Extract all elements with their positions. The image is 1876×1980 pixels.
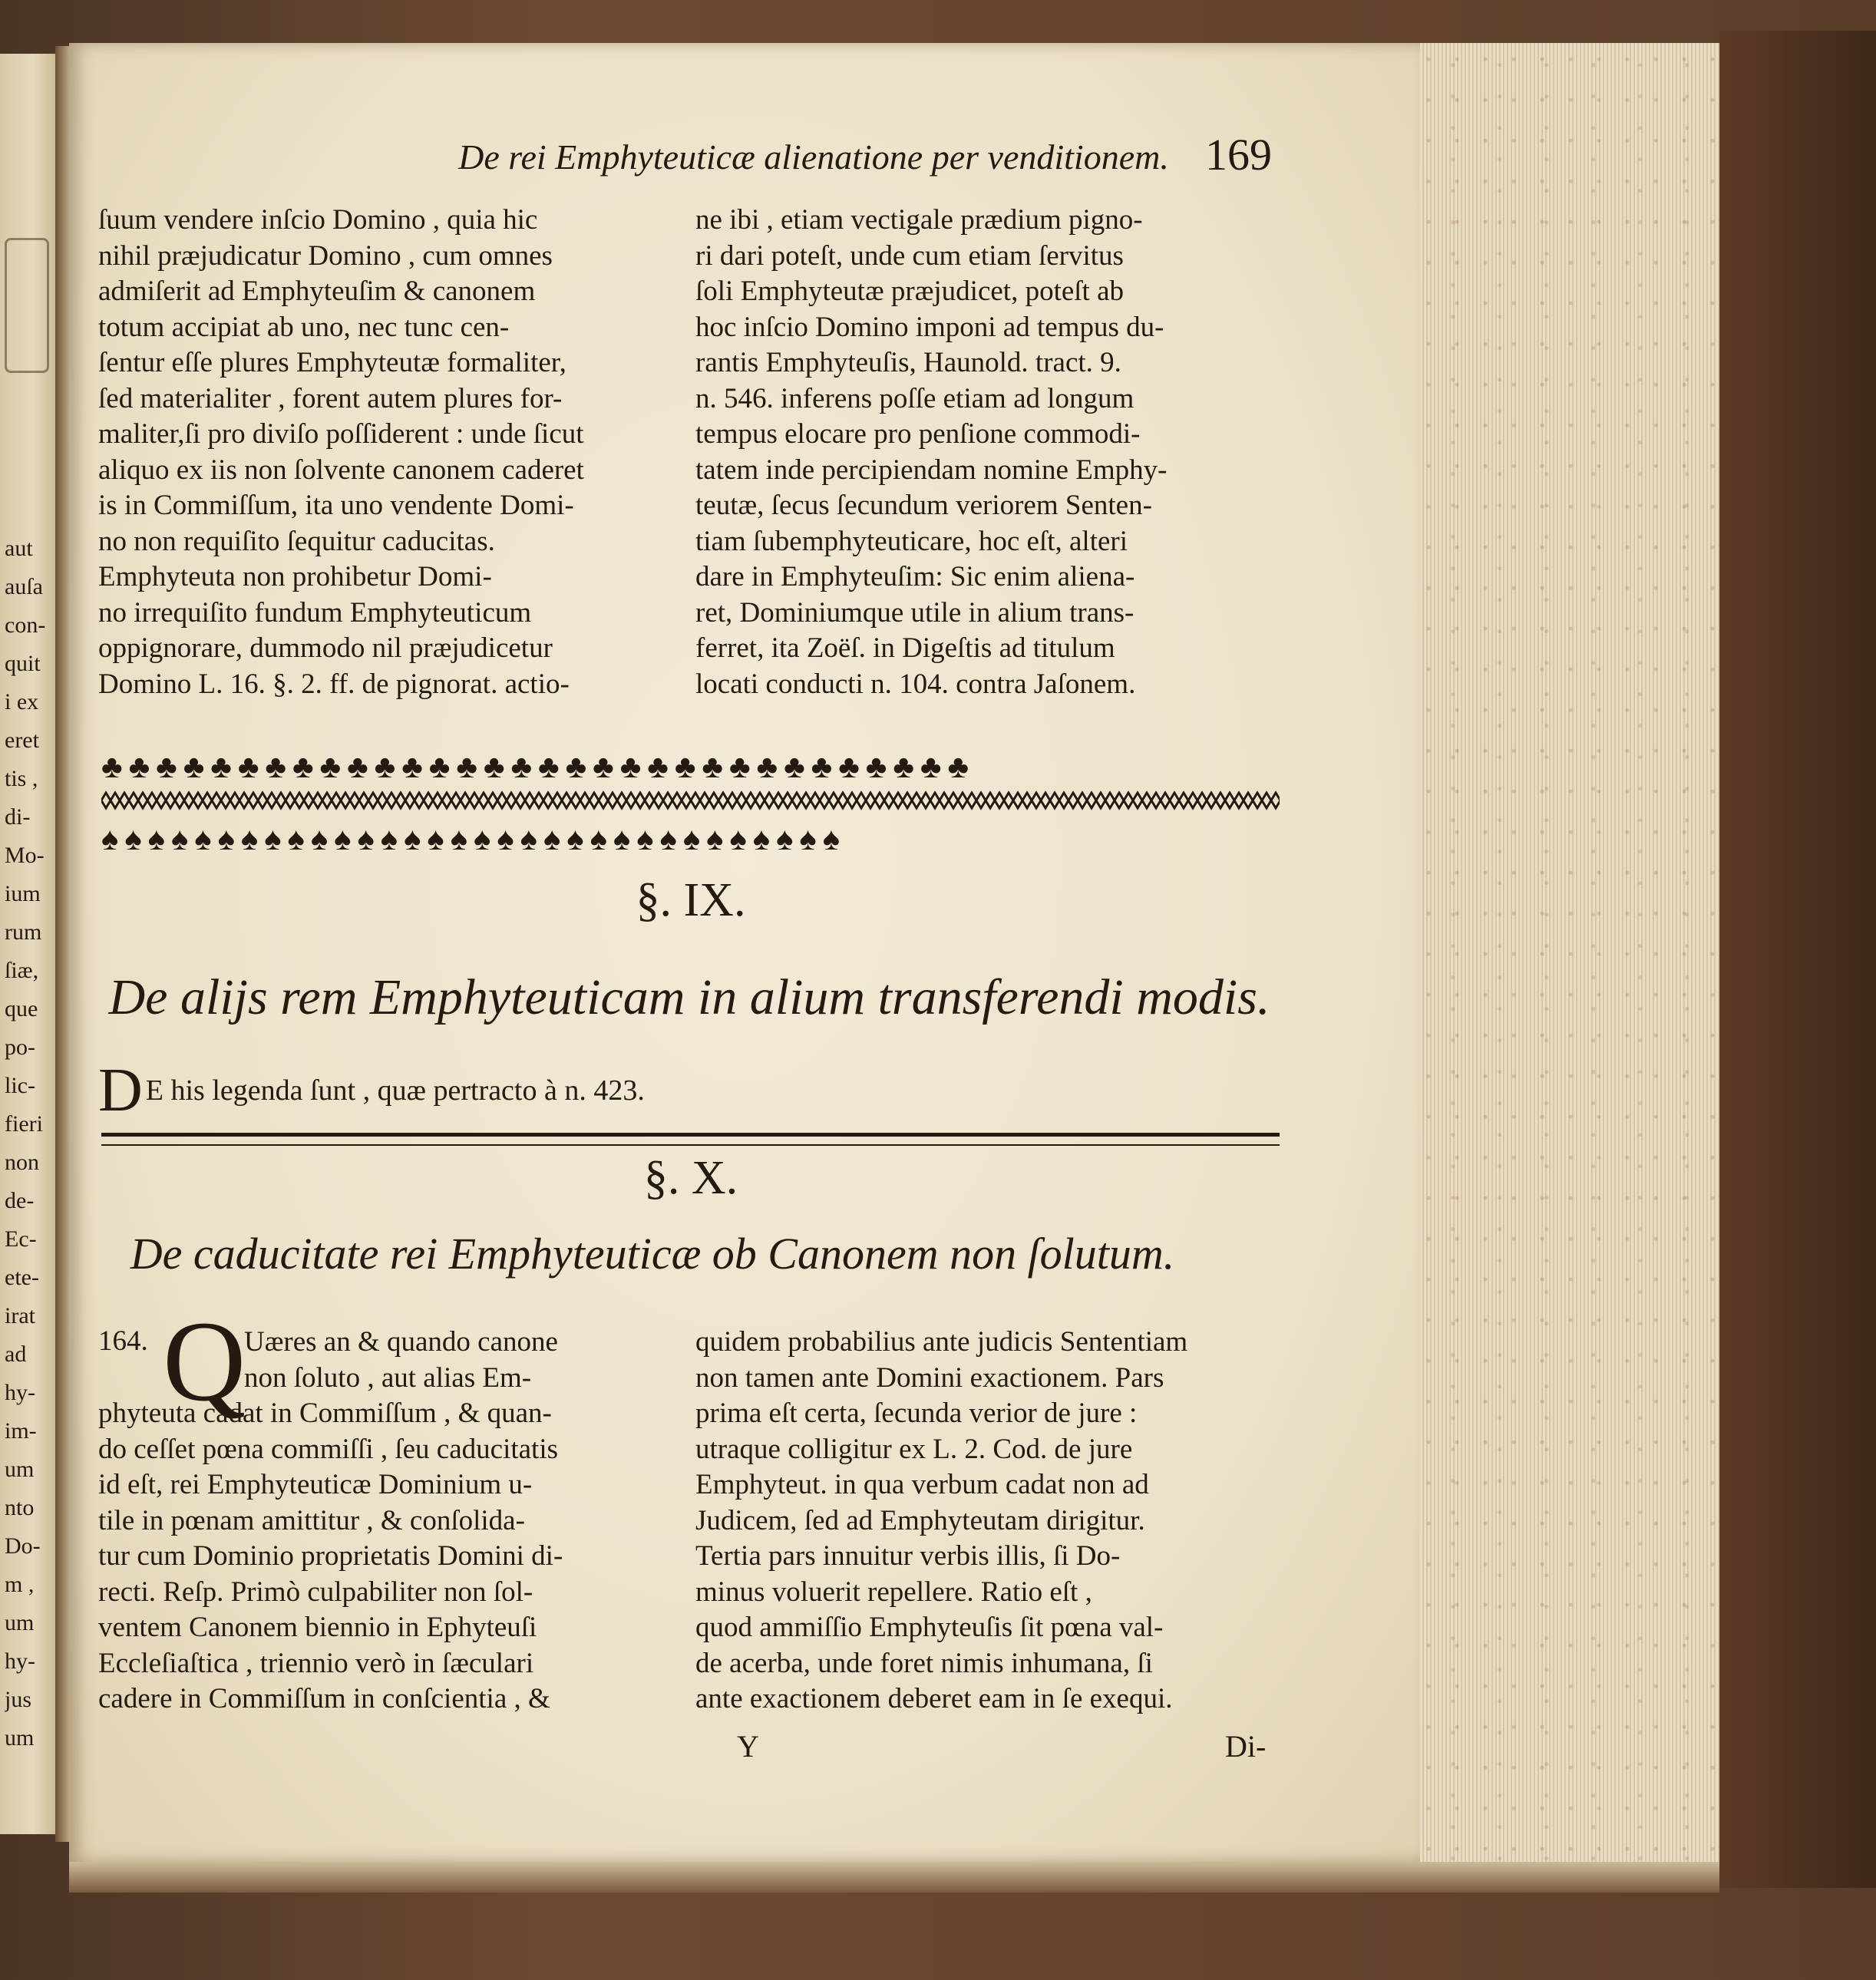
ornament-row-top: ♣♣♣♣♣♣♣♣♣♣♣♣♣♣♣♣♣♣♣♣♣♣♣♣♣♣♣♣♣♣♣♣ <box>101 750 975 783</box>
left-page-fragment: tis , <box>5 766 38 791</box>
section-rule <box>101 1133 1280 1146</box>
left-page-fragment: di- <box>5 804 31 830</box>
running-head: De rei Emphyteuticæ alienatione per venditionem. <box>458 137 1169 177</box>
left-page-fragment: Do- <box>5 1533 41 1559</box>
section-9-number: §. IX. <box>636 874 746 926</box>
text-line: dare in Emphyteuſim: Sic enim aliena- <box>695 561 1135 592</box>
text-line: minus voluerit repellere. Ratio eſt , <box>695 1576 1092 1608</box>
text-line: aliquo ex iis non ſolvente canonem caderet <box>98 454 584 486</box>
text-line: no irrequiſito fundum Emphyteuticum <box>98 596 532 629</box>
text-line: ſed materialiter , forent autem plures for- <box>98 382 563 414</box>
text-line: no non requiſito ſequitur caducitas. <box>98 525 495 557</box>
left-page-fragment: um <box>5 1725 35 1751</box>
text-line: utraque colligitur ex L. 2. Cod. de jure <box>695 1433 1133 1465</box>
text-line: tempus elocare pro penſione commodi- <box>695 418 1141 450</box>
left-page-fragment: de- <box>5 1188 35 1213</box>
left-page-fragment: lic- <box>5 1073 35 1098</box>
text-line: recti. Reſp. Primò culpabiliter non ſol- <box>98 1576 533 1608</box>
left-page-fragments <box>5 530 51 1757</box>
left-page-edge <box>0 54 58 1834</box>
ornament-row-middle <box>101 790 1280 810</box>
text-line: teutæ, ſecus ſecundum veriorem Senten- <box>695 490 1152 521</box>
left-page-fragment: m , <box>5 1572 35 1597</box>
section-10-number: §. X. <box>643 1152 738 1204</box>
text-line: is in Commiſſum, ita uno vendente Domi- <box>98 490 574 521</box>
text-line: Uæres an & quando canone <box>244 1326 558 1358</box>
catchword: Di- <box>1225 1729 1267 1764</box>
text-line: Emphyteut. in qua verbum cadat non ad <box>695 1469 1149 1500</box>
book-cover <box>1719 31 1876 1888</box>
page-number: 169 <box>1205 130 1272 180</box>
section-9-dropcap: D <box>98 1057 143 1124</box>
section-10-title: De caducitate rei Emphyteuticæ ob Canonem non ſolutum. <box>130 1229 1175 1279</box>
text-line: tiam ſubemphyteuticare, hoc eſt, alteri <box>695 525 1128 557</box>
text-line: phyteuta cadat in Commiſſum , & quan- <box>98 1398 552 1429</box>
text-line: ret, Dominiumque utile in alium trans- <box>695 596 1135 629</box>
left-page-fragment: po- <box>5 1035 35 1060</box>
text-line: ne ibi , etiam vectigale prædium pigno- <box>695 204 1143 236</box>
left-page-fragment: ad <box>5 1341 27 1367</box>
text-line: ferret, ita Zoëſ. in Digeſtis ad titulum <box>695 632 1115 664</box>
left-page-fragment: hy- <box>5 1648 35 1674</box>
left-page-fragment: auſa <box>5 574 43 599</box>
text-line: n. 546. inferens poſſe etiam ad longum <box>695 382 1135 414</box>
left-page-fragment: Mo- <box>5 843 45 868</box>
section-9-title: De alijs rem Emphyteuticam in alium transferendi modis. <box>108 969 1270 1025</box>
text-line: non ſoluto , aut alias Em- <box>244 1361 532 1394</box>
page-edges <box>1420 43 1724 1862</box>
text-line: tur cum Dominio proprietatis Domini di- <box>98 1540 563 1572</box>
left-page-fragment: ium <box>5 881 41 906</box>
text-line: nihil præjudicatur Domino , cum omnes <box>98 239 553 272</box>
left-page-fragment: aut <box>5 536 33 561</box>
left-page-fragment: im- <box>5 1418 37 1444</box>
text-line: admiſerit ad Emphyteuſim & canonem <box>98 276 536 307</box>
text-line: ſentur eſſe plures Emphyteutæ formaliter, <box>98 347 566 378</box>
text-line: tatem inde percipiendam nomine Emphy- <box>695 454 1168 486</box>
text-line: tile in pœnam amittitur , & conſolida- <box>98 1504 525 1536</box>
left-page-fragment: non <box>5 1150 39 1175</box>
top-column-left <box>98 203 659 702</box>
left-page-fragment: um <box>5 1610 35 1635</box>
ornament-row-bottom: ♠♠♠♠♠♠♠♠♠♠♠♠♠♠♠♠♠♠♠♠♠♠♠♠♠♠♠♠♠♠♠♠ <box>101 822 846 855</box>
left-page-fragment: nto <box>5 1495 35 1520</box>
text-line: do ceſſet pœna commiſſi , ſeu caducitatis <box>98 1433 559 1465</box>
section-9-text <box>98 1056 1019 1126</box>
text-line: cadere in Commiſſum in conſcientia , & <box>98 1683 550 1714</box>
text-line: ſuum vendere inſcio Domino , quia hic <box>98 204 538 236</box>
text-line: oppignorare, dummodo nil præjudicetur <box>98 632 553 664</box>
left-page-fragment: i ex <box>5 689 39 714</box>
signature-mark: Y <box>737 1729 759 1764</box>
book-gutter <box>55 46 69 1842</box>
paragraph-number: 164. <box>98 1325 148 1357</box>
page-bottom-edge <box>69 1862 1719 1893</box>
text-line: hoc inſcio Domino imponi ad tempus du- <box>695 311 1164 343</box>
left-page-fragment: rum <box>5 919 42 945</box>
text-line: Emphyteuta non prohibetur Domi- <box>98 561 492 592</box>
section-9-body: E his legenda ſunt , quæ pertracto à n. 423. <box>145 1074 645 1107</box>
left-page-fragment: que <box>5 996 38 1021</box>
left-page-fragment: Ec- <box>5 1226 37 1252</box>
left-page-fragment: quit <box>5 651 41 676</box>
text-line: quod ammiſſio Emphyteuſis ſit pœna val- <box>695 1612 1164 1643</box>
left-page-fragment: irat <box>5 1303 35 1328</box>
left-page-fragment: ſiæ, <box>5 958 39 983</box>
text-line: ventem Canonem biennio in Ephyteuſi <box>98 1612 537 1643</box>
text-line: ante exactionem deberet eam in ſe exequi. <box>695 1683 1173 1714</box>
text-line: Eccleſiaſtica , triennio verò in ſæculari <box>98 1647 534 1679</box>
top-column-right <box>695 203 1279 702</box>
text-line: locati conducti n. 104. contra Jaſonem. <box>695 668 1136 700</box>
text-line: maliter,ſi pro diviſo poſſiderent : unde ſicut <box>98 418 584 450</box>
left-page-fragment: jus <box>5 1687 32 1712</box>
left-page-fragment: con- <box>5 612 46 638</box>
paragraph-dropcap: Q <box>163 1298 246 1425</box>
left-page-fragment: um <box>5 1457 35 1482</box>
text-line: rantis Emphyteuſis, Haunold. tract. 9. <box>695 347 1121 378</box>
text-line: non tamen ante Domini exactionem. Pars <box>695 1361 1164 1394</box>
bottom-column-right <box>695 1325 1279 1718</box>
bottom-column-left <box>98 1325 659 1718</box>
text-line: ri dari poteſt, unde cum etiam ſervitus <box>695 239 1124 272</box>
text-line: Judicem, ſed ad Emphyteutam dirigitur. <box>695 1504 1145 1536</box>
left-page-fragment: fieri <box>5 1111 43 1137</box>
text-line: quidem probabilius ante judicis Sententiam <box>695 1326 1188 1358</box>
text-line: totum accipiat ab uno, nec tunc cen- <box>98 311 510 343</box>
left-page-ornament <box>5 238 49 373</box>
text-line: Domino L. 16. §. 2. ff. de pignorat. actio- <box>98 668 570 700</box>
text-line: de acerba, unde foret nimis inhumana, ſi <box>695 1647 1153 1679</box>
text-line: id eſt, rei Emphyteuticæ Dominium u- <box>98 1469 533 1500</box>
left-page-fragment: hy- <box>5 1380 35 1405</box>
text-line: ſoli Emphyteutæ præjudicet, poteſt ab <box>695 276 1124 307</box>
text-line: Tertia pars innuitur verbis illis, ſi Do- <box>695 1540 1121 1572</box>
left-page-fragment: eret <box>5 728 39 753</box>
text-line: prima eſt certa, ſecunda verior de jure : <box>695 1398 1138 1429</box>
left-page-fragment: ete- <box>5 1265 39 1290</box>
